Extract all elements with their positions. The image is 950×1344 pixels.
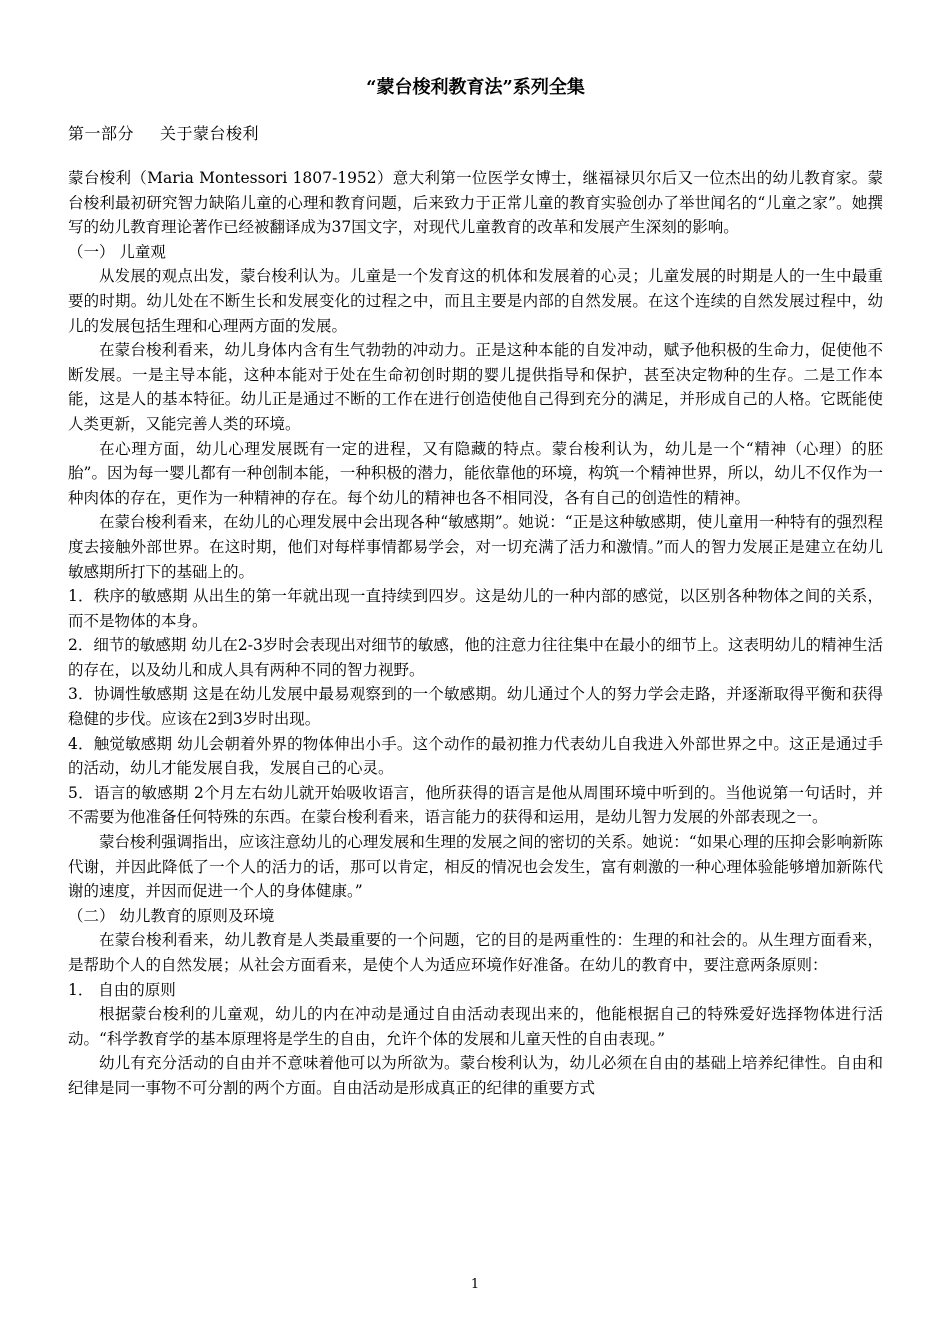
section-heading: （二） 幼儿教育的原则及环境 <box>68 906 275 925</box>
part-label: 第一部分 <box>68 124 135 143</box>
paragraph: 3．协调性敏感期 这是在幼儿发展中最易观察到的一个敏感期。幼儿通过个人的努力学会走路，并逐渐取得平衡和获得稳健的步伐。应该在2到3岁时出现。 <box>68 685 883 729</box>
paragraph: 根据蒙台梭利的儿童观，幼儿的内在冲动是通过自由活动表现出来的，他能根据自己的特殊爱好选择物体进行活动。“科学教育学的基本原理将是学生的自由，允许个体的发展和儿童天性的自由表现。” <box>68 1005 883 1048</box>
paragraph: 蒙台梭利（Maria Montessori 1807-1952）意大利第一位医学女博士，继福禄贝尔后又一位杰出的幼儿教育家。蒙台梭利最初研究智力缺陷儿童的心理和教育问题，后来致力于正常儿童的教育实验创办了举世闻名的“儿童之家”。她撰写的幼儿教育理论著作已经被翻译成为37国文字，对现代儿童教育的改革和发展产生深刻的影响。 <box>68 169 883 237</box>
paragraph: 5．语言的敏感期 2个月左右幼儿就开始吸收语言，他所获得的语言是他从周围环境中听到的。当他说第一句话时，并不需要为他准备任何特殊的东西。在蒙台梭利看来，语言能力的获得和运用，是幼儿智力发展的外部表现之一。 <box>68 783 883 827</box>
document-content <box>68 76 883 1101</box>
paragraph: 在蒙台梭利看来，幼儿身体内含有生气勃勃的冲动力。正是这种本能的自发冲动，赋予他积极的生命力，促使他不断发展。一是主导本能，这种本能对于处在生命初创时期的婴儿提供指导和保护，甚至决定物种的生存。二是工作本能，这是人的基本特征。幼儿正是通过不断的工作在进行创造使他自己得到充分的满足，并形成自己的人格。它既能使人类更新，又能完善人类的环境。 <box>68 341 883 433</box>
page-number: 1 <box>470 1277 480 1292</box>
section-heading: （一） 儿童观 <box>68 242 166 261</box>
paragraph: 蒙台梭利强调指出，应该注意幼儿的心理发展和生理的发展之间的密切的关系。她说：“如果心理的压抑会影响新陈代谢，并因此降低了一个人的活力的话，那可以肯定，相反的情况也会发生，富有刺激的一种心理体验能够增加新陈代谢的速度，并因而促进一个人的身体健康。” <box>68 833 883 901</box>
paragraph: 在蒙台梭利看来，幼儿教育是人类最重要的一个问题，它的目的是两重性的：生理的和社会的。从生理方面看来，是帮助个人的自然发展；从社会方面看来，是使个人为适应环境作好准备。在幼儿的教育中，要注意两条原则： <box>68 931 883 974</box>
paragraph: 1．秩序的敏感期 从出生的第一年就出现一直持续到四岁。这是幼儿的一种内部的感觉，以区别各种物体之间的关系，而不是物体的本身。 <box>68 587 883 630</box>
paragraph: 2．细节的敏感期 幼儿在2-3岁时会表现出对细节的敏感，他的注意力往往集中在最小的细节上。这表明幼儿的精神生活的存在，以及幼儿和成人具有两种不同的智力视野。 <box>68 636 883 679</box>
paragraph: 在心理方面，幼儿心理发展既有一定的进程，又有隐藏的特点。蒙台梭利认为，幼儿是一个“精神（心理）的胚胎”。因为每一婴儿都有一种创制本能，一种积极的潜力，能依靠他的环境，构筑一个精神世界，所以，幼儿不仅作为一种肉体的存在，更作为一种精神的存在。每个幼儿的精神也各不相同没，各有自己的创造性的精神。 <box>68 439 883 507</box>
document-title: “蒙台梭利教育法”系列全集 <box>366 77 585 98</box>
part-title: 关于蒙台梭利 <box>160 124 260 143</box>
section-heading: 1． 自由的原则 <box>68 980 176 999</box>
paragraph: 幼儿有充分活动的自由并不意味着他可以为所欲为。蒙台梭利认为，幼儿必须在自由的基础上培养纪律性。自由和纪律是同一事物不可分割的两个方面。自由活动是形成真正的纪律的重要方式 <box>68 1054 883 1097</box>
paragraph: 在蒙台梭利看来，在幼儿的心理发展中会出现各种“敏感期”。她说：“正是这种敏感期，使儿童用一种特有的强烈程度去接触外部世界。在这时期，他们对每样事情都易学会，对一切充满了活力和激情。”而人的智力发展正是建立在幼儿敏感期所打下的基础上的。 <box>68 513 883 581</box>
part-heading <box>68 122 883 146</box>
paragraph-list <box>68 166 883 1101</box>
paragraph: 从发展的观点出发，蒙台梭利认为。儿童是一个发育这的机体和发展着的心灵；儿童发展的时期是人的一生中最重要的时期。幼儿处在不断生长和发展变化的过程之中，而且主要是内部的自然发展。在这个连续的自然发展过程中，幼儿的发展包括生理和心理两方面的发展。 <box>68 267 883 335</box>
paragraph: 4．触觉敏感期 幼儿会朝着外界的物体伸出小手。这个动作的最初推力代表幼儿自我进入外部世界之中。这正是通过手的活动，幼儿才能发展自我，发展自己的心灵。 <box>68 734 883 778</box>
